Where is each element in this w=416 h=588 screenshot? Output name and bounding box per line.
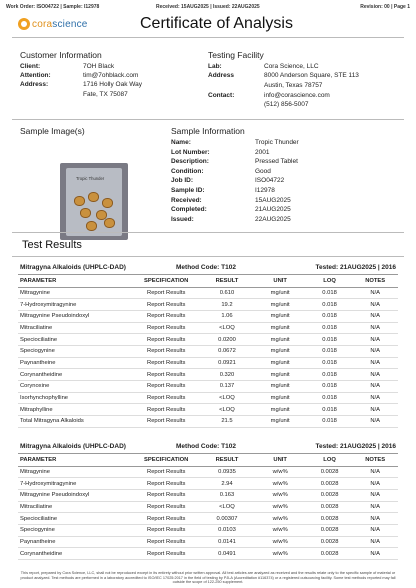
table-cell: Total Mitragyna Alkaloids (18, 416, 132, 428)
test-results-heading: Test Results (22, 239, 82, 251)
table-cell: w/w% (254, 478, 307, 490)
table-cell: N/A (352, 392, 398, 404)
customer-address-label: Address: (20, 81, 49, 88)
table-cell: 0.0103 (200, 524, 253, 536)
table-cell: 0.0921 (200, 357, 253, 369)
table-cell: mg/unit (254, 299, 307, 311)
table-cell: Speciogynine (18, 345, 132, 357)
sample-info-value: Pressed Tablet (255, 158, 298, 166)
table-row (18, 478, 398, 490)
block-tested-date: Tested: 21AUG2025 | 2016 (315, 264, 396, 271)
divider (12, 119, 404, 120)
block-header (18, 441, 398, 453)
table-cell: Paynantheine (18, 536, 132, 548)
table-cell: N/A (352, 489, 398, 501)
table-cell: Report Results (132, 322, 200, 334)
table-cell: N/A (352, 357, 398, 369)
table-cell: 0.018 (307, 369, 353, 381)
customer-address-line2: Fate, TX 75087 (83, 91, 128, 98)
table-cell: Report Results (132, 404, 200, 416)
table-row (18, 501, 398, 513)
table-cell: Report Results (132, 357, 200, 369)
results-table (18, 275, 398, 428)
table-cell: w/w% (254, 524, 307, 536)
table-cell: <LOQ (200, 501, 253, 513)
sample-images-heading: Sample Image(s) (20, 126, 85, 136)
table-cell: Corynantheidine (18, 548, 132, 560)
table-cell: 0.137 (200, 381, 253, 393)
sample-bag-label: Tropic Thunder (76, 176, 105, 181)
contact-label: Contact: (208, 92, 235, 99)
sample-info (171, 139, 391, 229)
logo-circle-icon (18, 18, 30, 30)
table-cell: w/w% (254, 513, 307, 525)
sample-info-value: I12978 (255, 187, 275, 194)
table-cell: mg/unit (254, 322, 307, 334)
table-cell: mg/unit (254, 416, 307, 428)
table-cell: Mitragynine (18, 466, 132, 478)
table-cell: mg/unit (254, 381, 307, 393)
header-bar (6, 4, 410, 14)
attention-value: tim@7ohblack.com (83, 72, 139, 79)
table-cell: Report Results (132, 392, 200, 404)
contact-email: info@corascience.com (264, 92, 330, 99)
column-header: RESULT (200, 275, 253, 287)
table-cell: Report Results (132, 524, 200, 536)
table-cell: N/A (352, 345, 398, 357)
table-cell: N/A (352, 299, 398, 311)
table-cell: 0.018 (307, 299, 353, 311)
sample-info-value: 22AUG2025 (255, 215, 291, 223)
table-cell: 0.0028 (307, 489, 353, 501)
tablet (104, 218, 115, 228)
table-cell: Mitraphylline (18, 404, 132, 416)
facility-address-line2: Austin, Texas 78757 (264, 82, 323, 89)
table-cell: <LOQ (200, 404, 253, 416)
header-work-order: Work Order: ISO04722 | Sample: I12978 (6, 4, 100, 10)
table-cell: Report Results (132, 489, 200, 501)
sample-info-value: 2001 (255, 148, 270, 156)
sample-info-value: ISO04722 (255, 177, 285, 185)
table-cell: w/w% (254, 489, 307, 501)
table-cell: Speciogynine (18, 524, 132, 536)
results-block-ww-percent (18, 441, 398, 560)
table-cell: N/A (352, 524, 398, 536)
tablet (88, 192, 99, 202)
table-cell: Speciociliatine (18, 513, 132, 525)
table-cell: 0.018 (307, 322, 353, 334)
table-cell: Isorhynchophylline (18, 392, 132, 404)
table-cell: N/A (352, 513, 398, 525)
table-cell: 0.0491 (200, 548, 253, 560)
table-header-row (18, 275, 398, 287)
block-name: Mitragyna Alkaloids (UHPLC-DAD) (20, 264, 126, 271)
table-cell: Report Results (132, 345, 200, 357)
block-name: Mitragyna Alkaloids (UHPLC-DAD) (20, 443, 126, 450)
table-cell: 0.0200 (200, 334, 253, 346)
sample-info-heading: Sample Information (171, 126, 245, 136)
sample-info-value: 15AUG2025 (255, 196, 291, 204)
table-row (18, 536, 398, 548)
column-header: UNIT (254, 454, 307, 466)
client-value: 7OH Black (83, 63, 115, 70)
table-cell: Speciociliatine (18, 334, 132, 346)
table-cell: 0.018 (307, 310, 353, 322)
table-cell: N/A (352, 548, 398, 560)
table-cell: 0.018 (307, 381, 353, 393)
table-row (18, 322, 398, 334)
table-cell: N/A (352, 334, 398, 346)
sample-info-label: Received: (171, 196, 202, 204)
column-header: LOQ (307, 454, 353, 466)
table-cell: 7-Hydroxymitragynine (18, 299, 132, 311)
table-cell: mg/unit (254, 345, 307, 357)
column-header: NOTES (352, 454, 398, 466)
table-cell: 0.0935 (200, 466, 253, 478)
header-dates: Received: 15AUG2025 | Issued: 22AUG2025 (156, 4, 260, 10)
table-cell: N/A (352, 369, 398, 381)
table-cell: 0.0028 (307, 478, 353, 490)
client-label: Client: (20, 63, 41, 70)
table-cell: N/A (352, 501, 398, 513)
table-cell: N/A (352, 416, 398, 428)
table-cell: 0.0028 (307, 466, 353, 478)
table-cell: 0.0028 (307, 524, 353, 536)
results-table (18, 454, 398, 560)
table-row (18, 357, 398, 369)
column-header: UNIT (254, 275, 307, 287)
table-cell: 0.0672 (200, 345, 253, 357)
contact-phone: (512) 856-5007 (264, 101, 309, 108)
table-cell: mg/unit (254, 369, 307, 381)
block-header (18, 262, 398, 274)
table-row (18, 287, 398, 299)
table-row (18, 310, 398, 322)
block-method-code: Method Code: T102 (176, 264, 236, 271)
table-row (18, 524, 398, 536)
table-cell: N/A (352, 322, 398, 334)
table-cell: N/A (352, 287, 398, 299)
table-cell: w/w% (254, 501, 307, 513)
table-cell: w/w% (254, 548, 307, 560)
lab-value: Cora Science, LLC (264, 63, 319, 70)
table-cell: Report Results (132, 369, 200, 381)
divider (12, 37, 404, 38)
customer-info (20, 63, 200, 103)
sample-info-label: Description: (171, 158, 209, 166)
lab-label: Lab: (208, 63, 222, 70)
table-cell: mg/unit (254, 334, 307, 346)
table-cell: N/A (352, 466, 398, 478)
sample-info-value: Good (255, 167, 271, 175)
table-cell: <LOQ (200, 392, 253, 404)
table-cell: 0.320 (200, 369, 253, 381)
table-cell: 0.00307 (200, 513, 253, 525)
sample-info-label: Condition: (171, 167, 204, 175)
column-header: SPECIFICATION (132, 454, 200, 466)
table-cell: 0.0028 (307, 513, 353, 525)
table-cell: Report Results (132, 536, 200, 548)
table-cell: 21.5 (200, 416, 253, 428)
sample-info-label: Completed: (171, 206, 207, 214)
table-cell: Mitragynine Pseudoindoxyl (18, 489, 132, 501)
sample-info-label: Issued: (171, 215, 194, 223)
customer-heading: Customer Information (20, 50, 102, 60)
facility-address-label: Address (208, 72, 235, 79)
divider (12, 256, 404, 257)
table-cell: w/w% (254, 466, 307, 478)
customer-address-line1: 1716 Holly Oak Way (83, 81, 143, 88)
table-cell: 0.163 (200, 489, 253, 501)
tablet (86, 221, 97, 231)
table-cell: N/A (352, 381, 398, 393)
table-header-row (18, 454, 398, 466)
table-cell: Report Results (132, 310, 200, 322)
results-block-mg-unit (18, 262, 398, 428)
table-row (18, 548, 398, 560)
facility-address-line1: 8000 Anderson Square, STE 113 (264, 72, 359, 79)
table-row (18, 416, 398, 428)
attention-label: Attention: (20, 72, 51, 79)
facility-heading: Testing Facility (208, 50, 264, 60)
table-row (18, 466, 398, 478)
tablet (80, 208, 91, 218)
sample-info-value: Tropic Thunder (255, 139, 299, 146)
tablet (102, 198, 113, 208)
divider (12, 232, 404, 233)
table-cell: 0.610 (200, 287, 253, 299)
table-row (18, 489, 398, 501)
table-cell: 0.018 (307, 345, 353, 357)
block-method-code: Method Code: T102 (176, 443, 236, 450)
table-cell: Corynantheidine (18, 369, 132, 381)
table-cell: 0.018 (307, 287, 353, 299)
table-cell: Report Results (132, 466, 200, 478)
table-cell: Report Results (132, 334, 200, 346)
block-tested-date: Tested: 21AUG2025 | 2016 (315, 443, 396, 450)
table-cell: 2.94 (200, 478, 253, 490)
tablet (74, 196, 85, 206)
table-cell: mg/unit (254, 357, 307, 369)
sample-info-label: Job ID: (171, 177, 194, 185)
table-cell: Paynantheine (18, 357, 132, 369)
sample-info-label: Name: (171, 139, 191, 146)
table-cell: 0.0028 (307, 548, 353, 560)
table-cell: 19.2 (200, 299, 253, 311)
sample-photo (60, 163, 128, 240)
table-cell: N/A (352, 478, 398, 490)
table-cell: 0.0028 (307, 536, 353, 548)
footer-disclaimer: This report, prepared by Cora Science, LLC, shall not be reproduced except in its entirety without prior written approval. All test articles are analyzed as received and the results relate only to the specific sample of material or product analyzed. Test methods are performed in a laboratory accredited to ISO/IEC 17025:2017 in the field of testing by PJLA (Accreditation #116374) or a registered outsourcing facility. Some test methods reported may fall outside the scope of 122-250 supplement. (20, 571, 396, 585)
table-cell: Report Results (132, 548, 200, 560)
table-cell: N/A (352, 536, 398, 548)
logo-text: corascience (32, 19, 88, 30)
table-cell: <LOQ (200, 322, 253, 334)
column-header: SPECIFICATION (132, 275, 200, 287)
table-cell: 1.06 (200, 310, 253, 322)
table-cell: Report Results (132, 513, 200, 525)
table-cell: Mitraciliatine (18, 322, 132, 334)
sample-bag (66, 168, 122, 236)
table-row (18, 334, 398, 346)
table-cell: Report Results (132, 381, 200, 393)
column-header: LOQ (307, 275, 353, 287)
table-cell: 0.0141 (200, 536, 253, 548)
table-cell: 7-Hydroxymitragynine (18, 478, 132, 490)
sample-info-label: Sample ID: (171, 187, 205, 194)
table-cell: Report Results (132, 287, 200, 299)
table-row (18, 381, 398, 393)
column-header: PARAMETER (18, 454, 132, 466)
column-header: NOTES (352, 275, 398, 287)
table-row (18, 299, 398, 311)
table-cell: N/A (352, 404, 398, 416)
sample-info-value: 21AUG2025 (255, 206, 291, 214)
table-row (18, 404, 398, 416)
table-cell: N/A (352, 310, 398, 322)
table-cell: 0.018 (307, 357, 353, 369)
cora-science-logo (18, 17, 88, 31)
page-title: Certificate of Analysis (140, 15, 293, 32)
table-cell: Report Results (132, 478, 200, 490)
column-header: PARAMETER (18, 275, 132, 287)
facility-info (208, 63, 398, 113)
table-cell: 0.018 (307, 392, 353, 404)
table-cell: 0.018 (307, 416, 353, 428)
header-revision: Revision: 00 | Page 1 (360, 4, 410, 10)
table-row (18, 369, 398, 381)
table-cell: Mitraciliatine (18, 501, 132, 513)
table-cell: w/w% (254, 536, 307, 548)
table-row (18, 513, 398, 525)
table-cell: mg/unit (254, 310, 307, 322)
column-header: RESULT (200, 454, 253, 466)
sample-info-label: Lot Number: (171, 148, 210, 156)
table-cell: Mitragynine (18, 287, 132, 299)
table-cell: Report Results (132, 501, 200, 513)
table-row (18, 392, 398, 404)
table-cell: Corynoxine (18, 381, 132, 393)
table-cell: mg/unit (254, 287, 307, 299)
table-cell: Report Results (132, 299, 200, 311)
table-cell: mg/unit (254, 392, 307, 404)
table-cell: 0.018 (307, 404, 353, 416)
table-cell: 0.018 (307, 334, 353, 346)
table-cell: 0.0028 (307, 501, 353, 513)
table-cell: Report Results (132, 416, 200, 428)
table-cell: mg/unit (254, 404, 307, 416)
table-row (18, 345, 398, 357)
table-cell: Mitragynine Pseudoindoxyl (18, 310, 132, 322)
